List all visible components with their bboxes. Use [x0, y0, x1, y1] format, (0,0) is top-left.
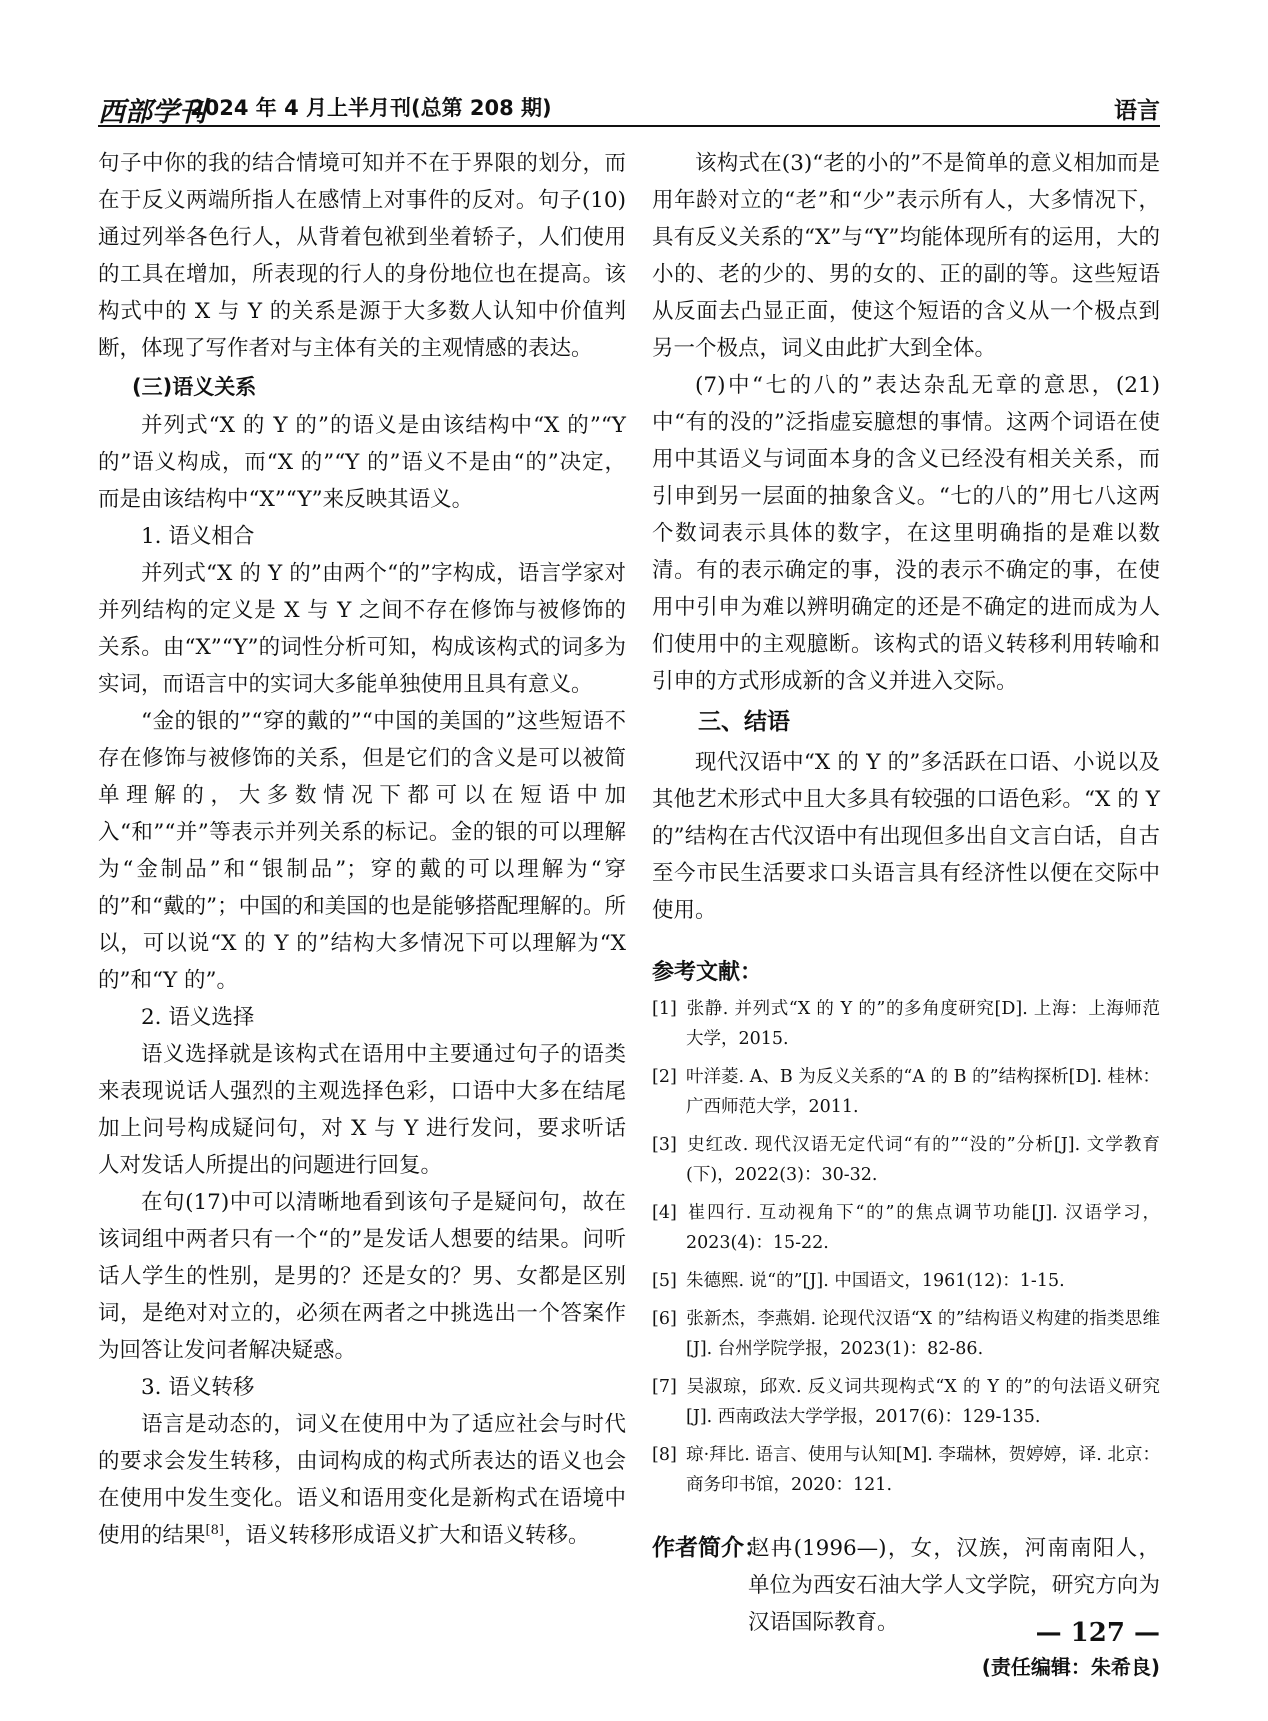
- reference-number: [1]: [652, 999, 677, 1019]
- citation-ref: [8]: [205, 1522, 224, 1538]
- reference-number: [3]: [652, 1135, 677, 1155]
- subsection-heading: (三)语义关系: [132, 375, 257, 399]
- reference-number: [7]: [652, 1377, 677, 1397]
- references-list: [652, 994, 1160, 1500]
- reference-item: [652, 1130, 1160, 1190]
- issue-info: 2024 年 4 月上半月刊(总第 208 期): [190, 96, 552, 120]
- reference-item: [652, 1266, 1160, 1296]
- reference-text: 朱德熙. 说“的”[J]. 中国语文，1961(12)：1-15.: [686, 1271, 1065, 1291]
- responsible-editor: (责任编辑：朱希良): [981, 1655, 1160, 1679]
- paragraph: 并列式“X 的 Y 的”由两个“的”字构成，语言学家对并列结构的定义是 X 与 Y 之间不存在修饰与被修饰的关系。由“X”“Y”的词性分析可知，构成该构式的词多为实词，而语言中的实词大多能单独使用且具有意义。: [98, 561, 626, 697]
- page-header: [98, 88, 1160, 128]
- paragraph: 句子中你的我的结合情境可知并不在于界限的划分，而在于反义两端所指人在感情上对事件的反对。句子(10)通过列举各色行人，从背着包袱到坐着轿子，人们使用的工具在增加，所表现的行人的身份地位也在提高。该构式中的 X 与 Y 的关系是源于大多数人认知中价值判断，体现了写作者对与主体有关的主观情感的表达。: [98, 151, 626, 361]
- paragraph: 现代汉语中“X 的 Y 的”多活跃在口语、小说以及其他艺术形式中且大多具有较强的口语色彩。“X 的 Y 的”结构在古代汉语中有出现但多出自文言白话，自古至今市民生活要求口头语言具有经济性以便在交际中使用。: [652, 750, 1160, 923]
- reference-text: 张新杰，李燕娟. 论现代汉语“X 的”结构语义构建的指类思维[J]. 台州学院学报，2023(1)：82-86.: [686, 1309, 1160, 1359]
- paragraph: (7)中“七的八的”表达杂乱无章的意思，(21)中“有的没的”泛指虚妄臆想的事情。这两个词语在使用中其语义与词面本身的含义已经没有相关关系，而引申到另一层面的抽象含义。“七的八的”用七八这两个数词表示具体的数字，在这里明确指的是难以数清。有的表示确定的事，没的表示不确定的事，在使用中引申为难以辨明确定的还是不确定的进而成为人们使用中的主观臆断。该构式的语义转移利用转喻和引申的方式形成新的含义并进入交际。: [652, 373, 1160, 694]
- paragraph: 该构式在(3)“老的小的”不是简单的意义相加而是用年龄对立的“老”和“少”表示所有人，大多情况下，具有反义关系的“X”与“Y”均能体现所有的运用，大的小的、老的少的、男的女的、正的副的等。这些短语从反面去凸显正面，使这个短语的含义从一个极点到另一个极点，词义由此扩大到全体。: [652, 151, 1160, 361]
- reference-text: 叶洋菱. A、B 为反义关系的“A 的 B 的”结构探析[D]. 桂林：广西师范大学，2011.: [686, 1067, 1160, 1117]
- author-bio-label: 作者简介：: [652, 1535, 767, 1561]
- page-number: — 127 —: [1035, 1618, 1160, 1648]
- reference-item: [652, 1198, 1160, 1258]
- paragraph-text: 语言是动态的，词义在使用中为了适应社会与时代的要求会发生转移，由词构成的构式所表达的语义也会在使用中发生变化。语义和语用变化是新构式在语境中使用的结果: [98, 1412, 626, 1548]
- paragraph: [98, 1406, 626, 1554]
- header-rule: [98, 125, 1160, 127]
- author-bio-text: 赵冉(1996—)，女，汉族，河南南阳人，单位为西安石油大学人文学院，研究方向为汉语国际教育。: [748, 1536, 1160, 1635]
- reference-number: [6]: [652, 1309, 677, 1329]
- paragraph: 语义选择就是该构式在语用中主要通过句子的语类来表现说话人强烈的主观选择色彩，口语中大多在结尾加上问号构成疑问句，对 X 与 Y 进行发问，要求听话人对发话人所提出的问题进行回复。: [98, 1042, 626, 1178]
- reference-text: 张静. 并列式“X 的 Y 的”的多角度研究[D]. 上海：上海师范大学，2015.: [686, 999, 1160, 1049]
- paragraph: 在句(17)中可以清晰地看到该句子是疑问句，故在该词组中两者只有一个“的”是发话人想要的结果。问听话人学生的性别，是男的？还是女的？男、女都是区别词，是绝对对立的，必须在两者之中挑选出一个答案作为回答让发问者解决疑惑。: [98, 1190, 626, 1363]
- reference-number: [4]: [652, 1203, 677, 1223]
- section-label: 语言: [1114, 98, 1160, 124]
- subsection-heading: 1. 语义相合: [141, 524, 255, 549]
- reference-item: [652, 994, 1160, 1054]
- reference-text: 琼·拜比. 语言、使用与认知[M]. 李瑞林，贺婷婷，译. 北京：商务印书馆，2020：121.: [686, 1445, 1160, 1495]
- reference-number: [2]: [652, 1067, 677, 1087]
- reference-item: [652, 1372, 1160, 1432]
- reference-item: [652, 1440, 1160, 1500]
- left-column: [98, 145, 626, 1554]
- reference-number: [8]: [652, 1445, 677, 1465]
- journal-logo: 西部学刊: [98, 97, 206, 128]
- section-heading: 三、结语: [698, 709, 790, 735]
- paragraph: 并列式“X 的 Y 的”的语义是由该结构中“X 的”“Y 的”语义构成，而“X 的”“Y 的”语义不是由“的”决定，而是由该结构中“X”“Y”来反映其语义。: [98, 413, 626, 512]
- paragraph-text: ，语义转移形成语义扩大和语义转移。: [223, 1523, 590, 1548]
- reference-item: [652, 1304, 1160, 1364]
- reference-text: 吴淑琼，邱欢. 反义词共现构式“X 的 Y 的”的句法语义研究[J]. 西南政法大学学报，2017(6)：129-135.: [686, 1377, 1160, 1427]
- references-title: 参考文献：: [652, 960, 763, 985]
- subsection-heading: 2. 语义选择: [141, 1005, 255, 1030]
- subsection-heading: 3. 语义转移: [141, 1375, 255, 1400]
- reference-text: 史红改. 现代汉语无定代词“有的”“没的”分析[J]. 文学教育(下)，2022(3)：30-32.: [686, 1135, 1160, 1185]
- reference-number: [5]: [652, 1271, 677, 1291]
- right-column: [652, 145, 1160, 1680]
- reference-item: [652, 1062, 1160, 1122]
- reference-text: 崔四行. 互动视角下“的”的焦点调节功能[J]. 汉语学习，2023(4)：15-22.: [686, 1203, 1160, 1253]
- paragraph: “金的银的”“穿的戴的”“中国的美国的”这些短语不存在修饰与被修饰的关系，但是它们的含义是可以被简单理解的，大多数情况下都可以在短语中加入“和”“并”等表示并列关系的标记。金的银的可以理解为“金制品”和“银制品”；穿的戴的可以理解为“穿的”和“戴的”；中国的和美国的也是能够搭配理解的。所以，可以说“X 的 Y 的”结构大多情况下可以理解为“X 的”和“Y 的”。: [98, 709, 626, 993]
